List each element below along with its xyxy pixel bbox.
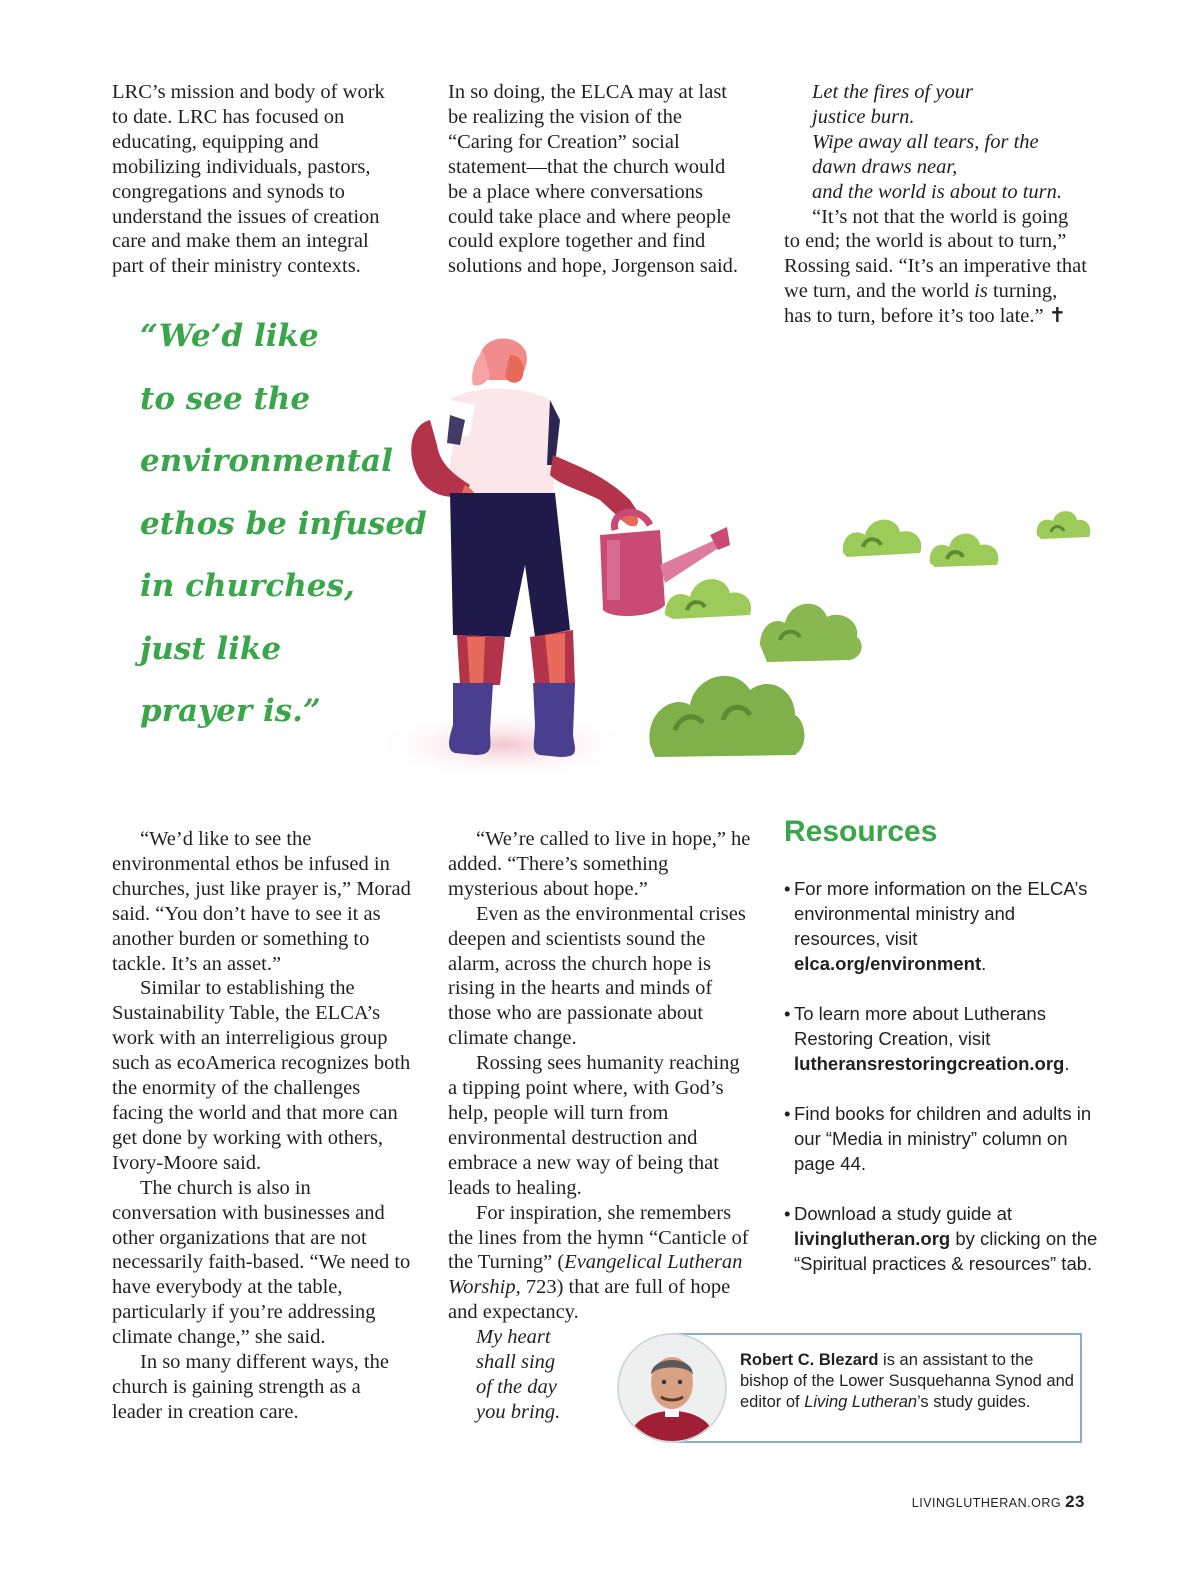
paragraph: In so doing, the ELCA may at last be realizing the vision of the “Caring for Creation” social statement—that the church would be a place where conversations could take place and where people could explore together and find solutions and hope, Jorgenson said. [448,81,739,278]
article-column-top-middle [448,80,748,279]
page-footer [912,1492,1085,1512]
gardener-watering-illustration [375,325,1095,790]
bullet-icon: • [784,1203,791,1224]
pull-quote-line: prayer is.” [140,693,321,729]
author-photo [617,1333,727,1443]
resource-item: • For more information on the ELCA’s environmental ministry and resources, visit elca.org/environment. [784,878,1088,974]
paragraph: Even as the environmental crises deepen and scientists sound the alarm, across the church hope is rising in the hearts and minds of those who are passionate about climate change. [448,902,746,1050]
paragraph: LRC’s mission and body of work to date. LRC has focused on educating, equipping and mobilizing individuals, pastors, congregations and synods to understand the issues of creation care and make them an integral part of their ministry contexts. [112,81,385,278]
bush-small [665,579,751,619]
footer-site: LIVINGLUTHERAN.ORG [911,1496,1062,1510]
resources-heading: Resources [784,815,938,848]
bush-large [649,676,804,757]
paragraph: In so many different ways, the church is gaining strength as a leader in creation care. [112,1351,389,1423]
poem-line: dawn draws near, [812,155,958,178]
pull-quote-line: in churches, [140,568,355,604]
resource-link[interactable]: elca.org/environment [794,953,982,974]
paragraph: “We’re called to live in hope,” he added. “There’s something mysterious about hope.” [448,828,751,900]
poem-line: and the world is about to turn. [812,180,1063,203]
pull-quote-line: ethos be infused [140,505,427,542]
left-boot [449,683,493,755]
hymn-excerpt [784,80,1089,205]
poem-line: justice burn. [812,105,915,128]
bullet-icon: • [784,1103,791,1124]
bush-small [843,520,921,557]
bush-small [930,534,999,567]
pull-quote-line: just like [140,630,282,667]
article-column-top-left [112,80,402,279]
paragraph: Rossing sees humanity reaching a tipping point where, with God’s help, people will turn from environmental destruction and embrace a new way of being that leads to healing. [448,1052,740,1199]
ground-shadow [375,710,635,780]
publication-name: Living Lutheran [804,1393,918,1411]
author-bio: Robert C. Blezard is an assistant to the bishop of the Lower Susquehanna Synod and editor of Living Lutheran’s study guides. [740,1351,1074,1411]
poem-line: you bring. [476,1400,561,1423]
paragraph: Similar to establishing the Sustainability Table, the ELCA’s work with an interreligious group such as ecoAmerica recognizes both the enormity of the challenges facing the world and that more can get done by working with others, Ivory-Moore said. [112,977,411,1174]
pull-quote-line: environmental [140,443,393,479]
bush-tiny [1037,511,1091,539]
poem-line: Wipe away all tears, for the [812,130,1039,153]
bush-medium [760,604,862,662]
poem-line: My heart [476,1326,551,1349]
poem-line: of the day [476,1375,557,1398]
resource-item: • Find books for children and adults in our “Media in ministry” column on page 44. [784,1103,1092,1174]
right-boot [533,683,575,757]
poem-line: Let the fires of your [812,81,973,103]
bullet-icon: • [784,878,791,899]
resource-item: • Download a study guide at livinglutheran.org by clicking on the “Spiritual practices & resources” tab. [784,1203,1098,1274]
paragraph: For inspiration, she remembers the lines from the hymn “Canticle of the Turning” (Evangelical Lutheran Worship, 723) that are full of hope and expectancy. [448,1201,749,1324]
paragraph: “We’d like to see the environmental ethos be infused in churches, just like prayer is,” Morad said. “You don’t have to see it as another burden or something to tackle. It’s an asset.” [112,828,411,975]
paragraph: The church is also in conversation with businesses and other organizations that are not necessarily faith-based. “We need to have everybody at the table, particularly if you’re addressing climate change,” she said. [112,1176,411,1349]
resources-list [784,876,1104,1301]
author-name: Robert C. Blezard [740,1351,879,1369]
resource-link[interactable]: lutheransrestoringcreation.org [794,1053,1065,1074]
article-column-bottom-left [112,827,412,1425]
pull-quote-line: “We’d like [140,318,319,354]
shorts [450,493,570,637]
resource-item: • To learn more about Lutherans Restoring Creation, visit lutheransrestoringcreation.org. [784,1003,1070,1074]
page-number: 23 [1065,1492,1085,1511]
paragraph: “It’s not that the world is going to end; the world is about to turn,” Rossing said. “It’s an imperative that we turn, and the world is turning, has to turn, before it’s too late.” ✝ [784,205,1087,328]
pull-quote-line: to see the [140,380,311,417]
bullet-icon: • [784,1003,791,1024]
resource-link[interactable]: livinglutheran.org [794,1228,951,1249]
poem-line: shall sing [476,1351,556,1374]
article-column-top-right [784,80,1089,329]
